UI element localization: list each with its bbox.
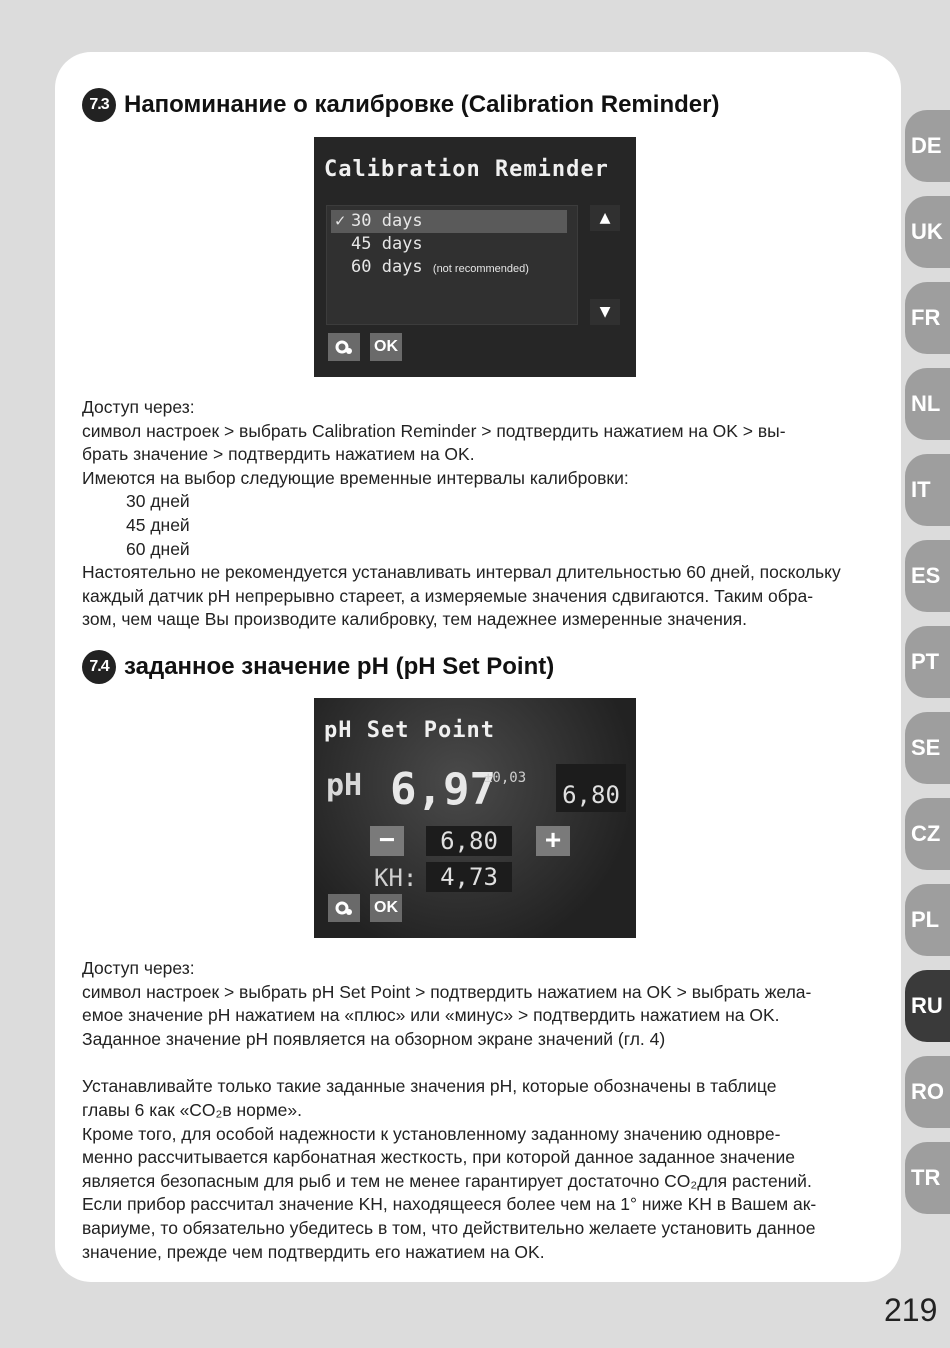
screen-title: pH Set Point [324, 718, 495, 743]
section-number-badge: 7.4 [82, 650, 116, 684]
setpoint-display: 6,80 [556, 764, 626, 812]
settings-button[interactable] [328, 333, 360, 361]
interval-list [326, 205, 578, 325]
tab-fr[interactable]: FR [905, 282, 950, 354]
tab-ru[interactable]: RU [905, 970, 950, 1042]
tab-pl[interactable]: PL [905, 884, 950, 956]
section-heading-7-3 [82, 88, 719, 122]
tab-uk[interactable]: UK [905, 196, 950, 268]
ph-tolerance: ±0,03 [484, 770, 527, 786]
plus-button[interactable]: + [536, 826, 570, 856]
section-title: заданное значение pH (pH Set Point) [124, 653, 555, 680]
kh-value: 4,73 [426, 862, 512, 892]
tab-it[interactable]: IT [905, 454, 950, 526]
section-number-badge: 7.3 [82, 88, 116, 122]
scroll-up-icon[interactable]: ▲ [590, 205, 620, 231]
section-heading-7-4 [82, 650, 554, 684]
kh-label: KH: [374, 864, 418, 892]
tab-cz[interactable]: CZ [905, 798, 950, 870]
tab-de[interactable]: DE [905, 110, 950, 182]
interval-item: 30 дней [126, 491, 190, 512]
screen-title: Calibration Reminder [324, 157, 609, 182]
tab-es[interactable]: ES [905, 540, 950, 612]
ph-set-point-screen [314, 698, 636, 938]
tab-nl[interactable]: NL [905, 368, 950, 440]
page-number: 219 [884, 1292, 938, 1328]
tab-ro[interactable]: RO [905, 1056, 950, 1128]
list-item[interactable]: 60 days (not recommended) [351, 257, 529, 277]
section-7-3-text: Доступ через: символ настроек > выбрать Calibration Reminder > подтвердить нажатием на OK > вы- брать значение > подтвердить нажатием на OK. Имеются на выбор следующие временные интервалы калибровки: 30 дней 45 дней 60 дней Настоятельно не рекомендуется устанавливать интервал длительностью 60 дней, поскольку каждый датчик pH непрерывно стареет, а измеряемые значения сдвигаются. Таким обра- зом, чем чаще Вы производите калибровку, тем надежнее измеренные значения. [82, 396, 872, 632]
interval-item: 60 дней [126, 538, 190, 559]
setpoint-value[interactable]: 6,80 [426, 826, 512, 856]
list-item[interactable]: 45 days [351, 234, 423, 254]
minus-button[interactable]: − [370, 826, 404, 856]
ok-button[interactable]: OK [370, 333, 402, 361]
tab-tr[interactable]: TR [905, 1142, 950, 1214]
tab-se[interactable]: SE [905, 712, 950, 784]
section-7-4-text: Доступ через: символ настроек > выбрать pH Set Point > подтвердить нажатием на OK > выбрать жела- емое значение pH нажатием на «плюс» или «минус» > подтвердить нажатием на OK. Заданное значение pH появляется на обзорном экране значений (гл. 4) Устанавливайте только такие заданные значения pH, которые обозначены в таблице главы 6 как «CO₂в норме». Кроме того, для особой надежности к установленному заданному значению одновре- менно рассчитывается карбонатная жесткость, при которой данное заданное значение является безопасным для рыб и тем не менее гарантирует достаточно CO₂для растений. Если прибор рассчитал значение KH, находящееся более чем на 1° ниже KH в Вашем ак- вариуме, то обязательно убедитесь в том, что действительно желаете установить данное значение, прежде чем подтвердить его нажатием на OK. [82, 958, 817, 1262]
interval-item: 45 дней [126, 514, 190, 535]
gear-icon [334, 898, 354, 918]
check-icon: ✓ [335, 211, 346, 231]
calibration-reminder-screen [314, 137, 636, 377]
tab-pt[interactable]: PT [905, 626, 950, 698]
list-item[interactable]: ✓ 30 days [331, 210, 567, 233]
ph-current-value: 6,97 [390, 764, 496, 815]
gear-icon [334, 337, 354, 357]
scroll-down-icon[interactable]: ▼ [590, 299, 620, 325]
option-note: (not recommended) [432, 263, 529, 275]
settings-button[interactable] [328, 894, 360, 922]
ph-label: pH [326, 768, 363, 803]
ok-button[interactable]: OK [370, 894, 402, 922]
section-title: Напоминание о калибровке (Calibration Reminder) [124, 91, 720, 118]
